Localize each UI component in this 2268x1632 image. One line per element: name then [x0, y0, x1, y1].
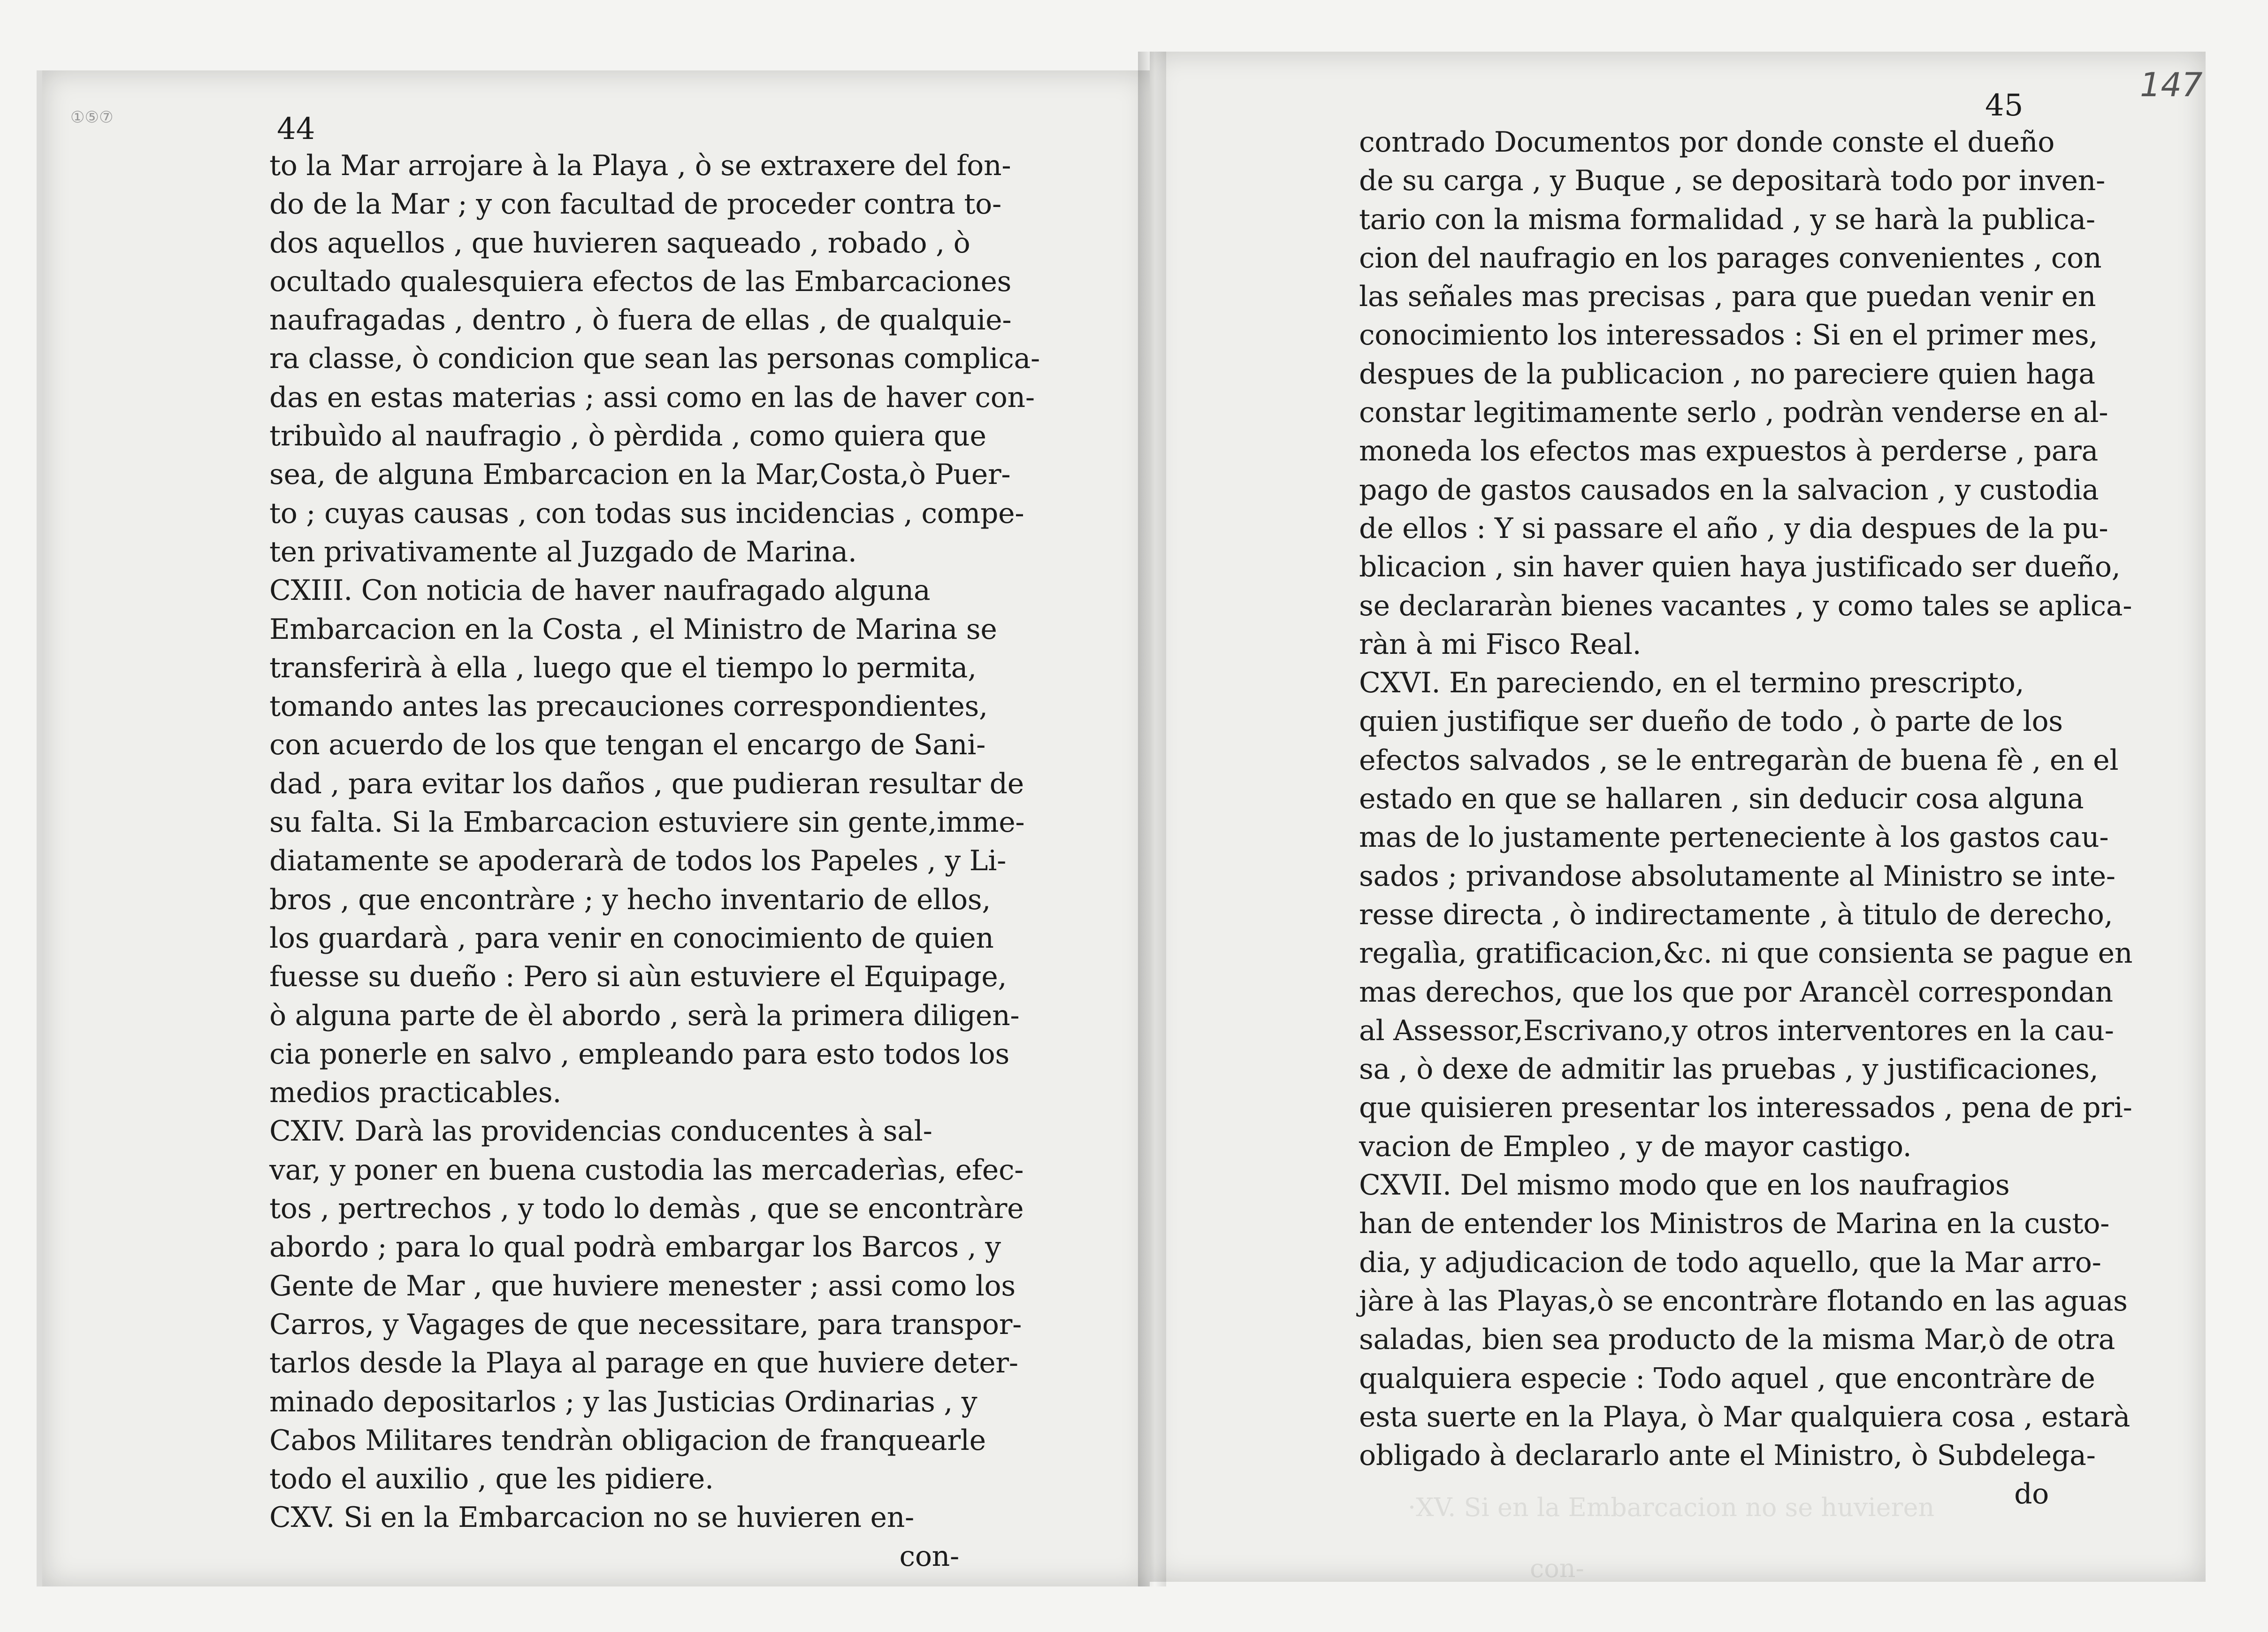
- text-line: transferirà à ella , luego que el tiempo lo permita,: [269, 651, 977, 684]
- text-line: bros , que encontràre ; y hecho inventario de ellos,: [269, 883, 991, 916]
- text-line: naufragadas , dentro , ò fuera de ellas , de qualquie-: [269, 304, 1012, 337]
- text-line: se declararàn bienes vacantes , y como tales se aplica-: [1359, 589, 2132, 622]
- text-line: saladas, bien sea producto de la misma Mar,ò de otra: [1359, 1323, 2115, 1356]
- catchword: do: [2014, 1478, 2049, 1511]
- text-line: sados ; privandose absolutamente al Ministro se inte-: [1359, 859, 2115, 893]
- text-line: diatamente se apoderarà de todos los Papeles , y Li-: [269, 844, 1007, 878]
- text-line: los guardarà , para venir en conocimiento de quien: [269, 921, 994, 955]
- text-line: constar legitimamente serlo , podràn venderse en al-: [1359, 396, 2108, 429]
- text-line: tomando antes las precauciones correspondientes,: [269, 690, 988, 723]
- text-line: Gente de Mar , que huviere menester ; assi como los: [269, 1269, 1016, 1303]
- text-line: fuesse su dueño : Pero si aùn estuviere el Equipage,: [269, 960, 1007, 994]
- text-line: obligado à declararlo ante el Ministro, ò Subdelega-: [1359, 1439, 2096, 1472]
- text-line: qualquiera especie : Todo aquel , que encontràre de: [1359, 1362, 2095, 1395]
- text-line: dos aquellos , que huvieren saqueado , robado , ò: [269, 226, 970, 260]
- text-line: han de entender los Ministros de Marina en la custo-: [1359, 1207, 2110, 1241]
- left-page-text: [269, 146, 1040, 1576]
- marginal-stamp: ①⑤⑦: [70, 108, 114, 127]
- text-line: moneda los efectos mas expuestos à perderse , para: [1359, 435, 2099, 468]
- text-line: pago de gastos causados en la salvacion , y custodia: [1359, 473, 2099, 506]
- text-line: con acuerdo de los que tengan el encargo de Sani-: [269, 728, 986, 762]
- text-line: tos , pertrechos , y todo lo demàs , que se encontràre: [269, 1192, 1024, 1226]
- text-line: contrado Documentos por donde conste el dueño: [1359, 126, 2055, 159]
- text-line: dia, y adjudicacion de todo aquello, que la Mar arro-: [1359, 1246, 2101, 1279]
- text-line: tribuìdo al naufragio , ò pèrdida , como quiera que: [269, 420, 986, 453]
- text-line: tarlos desde la Playa al parage en que huviere deter-: [269, 1347, 1018, 1380]
- text-line: CXIV. Darà las providencias conducentes à sal-: [269, 1115, 932, 1148]
- text-line: al Assessor,Escrivano,y otros interventores en la cau-: [1359, 1014, 2114, 1047]
- text-line: de ellos : Y si passare el año , y dia despues de la pu-: [1359, 512, 2108, 545]
- right-page-text: [1359, 123, 2133, 1514]
- text-line: ràn à mi Fisco Real.: [1359, 628, 1642, 661]
- text-line: minado depositarlos ; y las Justicias Ordinarias , y: [269, 1385, 977, 1418]
- text-line: ò alguna parte de èl abordo , serà la primera diligen-: [269, 999, 1020, 1032]
- text-line: blicacion , sin haver quien haya justificado ser dueño,: [1359, 551, 2121, 584]
- text-line: todo el auxilio , que les pidiere.: [269, 1463, 714, 1496]
- text-line: resse directa , ò indirectamente , à titulo de derecho,: [1359, 898, 2113, 931]
- text-line: sa , ò dexe de admitir las pruebas , y justificaciones,: [1359, 1053, 2099, 1086]
- text-line: Embarcacion en la Costa , el Ministro de Marina se: [269, 613, 997, 646]
- bleed-through-text: ·XV. Si en la Embarcacion no se huvieren: [1408, 1493, 1935, 1522]
- text-line: de su carga , y Buque , se depositarà todo por inven-: [1359, 164, 2106, 198]
- text-line: efectos salvados , se le entregaràn de buena fè , en el: [1359, 743, 2119, 777]
- text-line: mas derechos, que los que por Arancèl correspondan: [1359, 975, 2113, 1009]
- text-line: que quisieren presentar los interessados , pena de pri-: [1359, 1091, 2132, 1125]
- catchword: con-: [899, 1540, 959, 1573]
- text-line: mas de lo justamente perteneciente à los gastos cau-: [1359, 821, 2109, 854]
- text-line: ocultado qualesquiera efectos de las Embarcaciones: [269, 265, 1012, 298]
- bleed-through-text: con-: [1530, 1554, 1584, 1583]
- text-line: das en estas materias ; assi como en las de haver con-: [269, 381, 1035, 414]
- text-line: to ; cuyas causas , con todas sus incidencias , compe-: [269, 497, 1024, 530]
- text-line: CXVI. En pareciendo, en el termino prescripto,: [1359, 667, 2024, 700]
- text-line: regalìa, gratificacion,&c. ni que consienta se pague en: [1359, 937, 2133, 970]
- text-line: esta suerte en la Playa, ò Mar qualquiera cosa , estarà: [1359, 1400, 2131, 1433]
- text-line: su falta. Si la Embarcacion estuviere sin gente,imme-: [269, 806, 1025, 839]
- left-page-number: 44: [277, 112, 315, 146]
- text-line: quien justifique ser dueño de todo , ò parte de los: [1359, 705, 2063, 738]
- text-line: CXVII. Del mismo modo que en los naufragios: [1359, 1169, 2010, 1202]
- text-line: ten privativamente al Juzgado de Marina.: [269, 535, 857, 568]
- text-line: vacion de Empleo , y de mayor castigo.: [1359, 1130, 1912, 1163]
- text-line: las señales mas precisas , para que puedan venir en: [1359, 280, 2096, 314]
- text-line: CXV. Si en la Embarcacion no se huvieren en-: [269, 1501, 915, 1534]
- text-line: tario con la misma formalidad , y se harà la publica-: [1359, 203, 2095, 236]
- text-line: sea, de alguna Embarcacion en la Mar,Costa,ò Puer-: [269, 458, 1011, 491]
- text-line: Cabos Militares tendràn obligacion de franquearle: [269, 1424, 986, 1457]
- text-line: estado en que se hallaren , sin deducir cosa alguna: [1359, 782, 2084, 816]
- right-page-number: 45: [1985, 88, 2024, 123]
- book-gutter: [1138, 52, 1166, 1586]
- text-line: conocimiento los interessados : Si en el primer mes,: [1359, 319, 2098, 352]
- text-line: CXIII. Con noticia de haver naufragado alguna: [269, 574, 931, 607]
- text-line: var, y poner en buena custodia las mercaderìas, efec-: [269, 1153, 1024, 1187]
- text-line: do de la Mar ; y con facultad de proceder contra to-: [269, 188, 1001, 221]
- text-line: to la Mar arrojare à la Playa , ò se extraxere del fon-: [269, 149, 1011, 182]
- text-line: cia ponerle en salvo , empleando para esto todos los: [269, 1037, 1009, 1071]
- text-line: medios practicables.: [269, 1076, 562, 1110]
- text-line: despues de la publicacion , no pareciere quien haga: [1359, 357, 2095, 391]
- folio-number: 147: [2140, 66, 2203, 104]
- text-line: dad , para evitar los daños , que pudieran resultar de: [269, 767, 1024, 800]
- text-line: Carros, y Vagages de que necessitare, para transpor-: [269, 1308, 1022, 1341]
- text-line: ra classe, ò condicion que sean las personas complica-: [269, 342, 1040, 375]
- text-line: jàre à las Playas,ò se encontràre flotando en las aguas: [1359, 1284, 2128, 1318]
- text-line: cion del naufragio en los parages convenientes , con: [1359, 241, 2102, 275]
- text-line: abordo ; para lo qual podrà embargar los Barcos , y: [269, 1231, 1001, 1264]
